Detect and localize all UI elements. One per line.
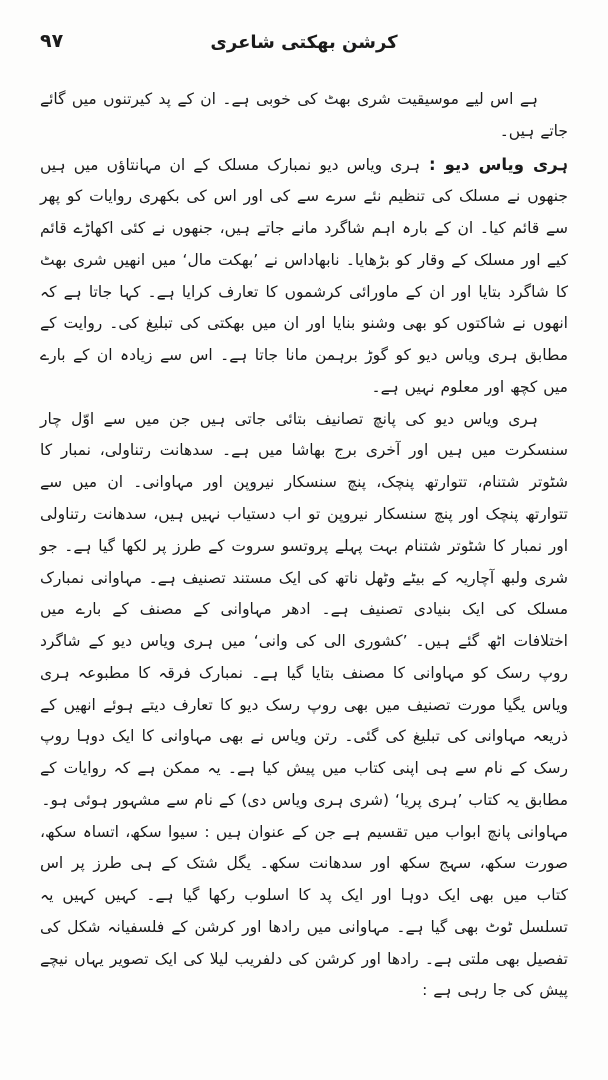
paragraph: ہے اس لیے موسیقیت شری بھٹ کی خوبی ہے۔ ان کے پد کیرتنوں میں گائے جاتے ہیں۔ — [40, 90, 568, 140]
paragraph — [40, 148, 568, 404]
paragraph: مہاوانی پانچ ابواب میں تقسیم ہے جن کے عنوان ہیں : سیوا سکھ، اتساہ سکھ، صورت سکھ، سہج سکھ اور سدھانت سکھ۔ یگل شتک کے ہی طرز پر اس کتاب میں بھی ایک دوہا اور ایک پد کا اسلوب رکھا گیا ہے۔ کہیں کہیں یہ تسلسل ٹوٹ بھی گیا ہے۔ مہاوانی میں رادھا اور کرشن کے فلسفیانہ شکل کی تفصیل بھی ملتی ہے۔ رادھا اور کرشن کی دلفریب لیلا کی ایک تصویر یہاں نیچے پیش کی جا رہی ہے : — [40, 822, 568, 1000]
page-number: ۹۷ — [40, 30, 64, 52]
page-header — [40, 30, 568, 70]
body-text — [40, 84, 568, 1007]
page-title: کرشن بھکتی شاعری — [210, 32, 398, 53]
paragraph: ہری ویاس دیو کی پانچ تصانیف بتائی جاتی ہیں جن میں سے اوّل چار سنسکرت میں ہیں اور آخری برج بھاشا میں ہے۔ سدھانت رتناولی، نمبار کا شٹوتر شتنام، تتوارتھ پنچک، پنچ سنسکار نیروپن اور مہاوانی۔ ان میں سے تتوارتھ پنچک اور پنچ سنسکار نیروپن تو اب دستیاب نہیں ہیں، سدھانت رتناولی اور نمبار کا شٹوتر شتنام بہت پہلے پروتسو سروت کے طرز پر لکھا گیا ہے۔ جو شری ولبھ آچاریہ کے بیٹے وٹھل ناتھ کی ایک مستند تصنیف ہے۔ مہاوانی نمبارک مسلک کی ایک بنیادی تصنیف ہے۔ ادھر مہاوانی کے مصنف کے بارے میں اختلافات اٹھ گئے ہیں۔ ’کشوری الی کی وانی‘ میں ہری ویاس دیو کے شاگرد روپ رسک کو مہاوانی کا مصنف بتایا گیا ہے۔ نمبارک فرقہ کا مطبوعہ ہری ویاس یگیا مورت تصنیف میں بھی روپ رسک دیو کا تعارف دیتے ہوئے انھیں کے ذریعہ مہاوانی کی تبلیغ کی گئی۔ رتن ویاس نے بھی مہاوانی کا ایک دوہا روپ رسک کے نام سے ہی اپنی کتاب میں پیش کیا ہے۔ یہ ممکن ہے کہ روایات کے مطابق یہ کتاب ’ہری پریا‘ (شری ہری ویاس دی) کے نام سے مشہور ہوئی ہو۔ — [40, 409, 568, 809]
paragraph-lead: ہری ویاس دیو : — [420, 154, 568, 174]
paragraph-text: ہری ویاس دیو نمبارک مسلک کے ان مہانتاؤں میں ہیں جنھوں نے مسلک کی تنظیم نئے سرے سے کی اور اس کی بکھری روایات کو پھر سے قائم کیا۔ ان کے بارہ اہم شاگرد مانے جاتے ہیں، جنھوں نے کئی اکھاڑے قائم کیے اور مسلک کے وقار کو بڑھایا۔ نابھاداس نے ’بھکت مال‘ میں انھیں شری بھٹ کا شاگرد بتایا اور ان کے ماورائی کرشموں کا تعارف کرایا ہے۔ کہا جاتا ہے کہ انھوں نے شاکتوں کو بھی وشنو بنایا اور ان میں بھکتی کی تبلیغ کی۔ روایت کے مطابق ہری ویاس دیو کو گوڑ برہمن مانا جاتا ہے۔ اس سے زیادہ ان کے بارے میں کچھ اور معلوم نہیں ہے۔ — [40, 155, 568, 396]
